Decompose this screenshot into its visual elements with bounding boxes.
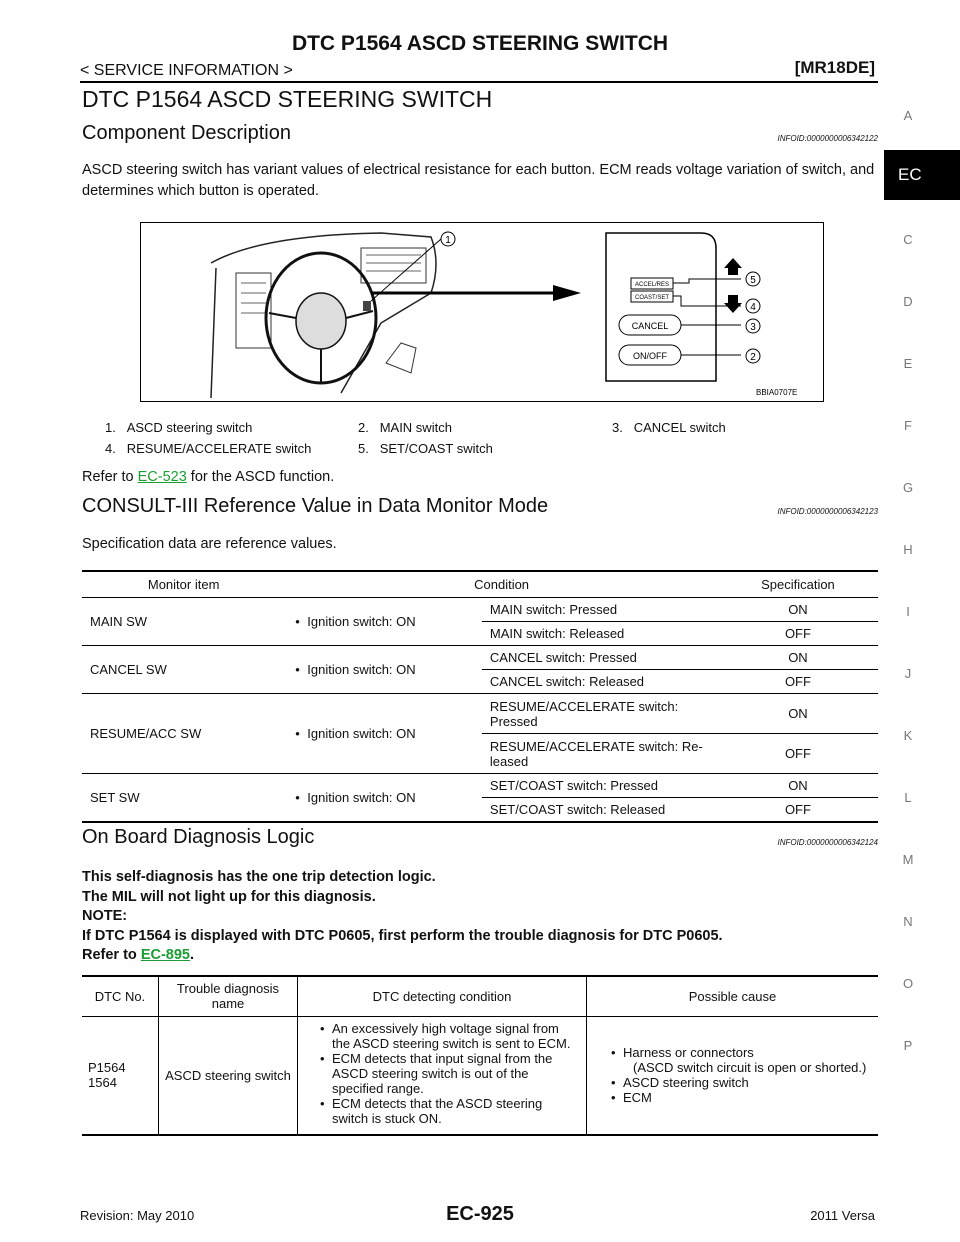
table-row: RESUME/ACC SW [82, 694, 285, 774]
cancel-label: CANCEL [631, 321, 669, 331]
table-cell: RESUME/ACCELERATE switch: Re-leased [482, 734, 718, 774]
table-cell: OFF [718, 670, 878, 694]
table-cell: • Ignition switch: ON [307, 662, 474, 677]
table-cell: RESUME/ACCELERATE switch: Pressed [482, 694, 718, 734]
callout-5: 5 [750, 275, 756, 286]
section-letter[interactable]: F [904, 418, 912, 433]
cause-item: • ASCD steering switch [623, 1075, 872, 1090]
table-cell: CANCEL switch: Released [482, 670, 718, 694]
cause-item: • Harness or connectors (ASCD switch circuit is open or shorted.) [623, 1045, 872, 1075]
edition: 2011 Versa [810, 1208, 875, 1223]
page-number: EC-925 [446, 1203, 514, 1225]
section-letter[interactable]: P [903, 1038, 913, 1053]
dtc-number: P1564 1564 [82, 1016, 159, 1135]
legend-item: 4. RESUME/ACCELERATE switch [105, 441, 312, 456]
legend-item: 3. CANCEL switch [612, 420, 726, 435]
coast-set-label: COAST/SET [634, 295, 670, 301]
section-letter[interactable]: G [902, 480, 914, 495]
steering-illustration [141, 223, 823, 400]
consult-intro: Specification data are reference values. [82, 536, 337, 552]
table-cell: MAIN switch: Released [482, 622, 718, 646]
engine-model: [MR18DE] [794, 58, 875, 77]
table-cell: SET/COAST switch: Released [482, 798, 718, 822]
header-title: DTC P1564 ASCD STEERING SWITCH [291, 32, 669, 55]
table-cell: • Ignition switch: ON [307, 790, 474, 805]
table-cell: OFF [718, 798, 878, 822]
accel-res-label: ACCEL/RES [634, 282, 670, 288]
section-letter[interactable]: A [903, 108, 913, 123]
col-monitor-item: Monitor item [82, 571, 285, 598]
table-row: CANCEL SW [82, 646, 285, 694]
table-cell: OFF [718, 734, 878, 774]
section-letter[interactable]: H [903, 542, 913, 557]
condition-item: • ECM detects that the ASCD steering switch is stuck ON. [332, 1096, 580, 1126]
legend-item: 1. ASCD steering switch [105, 420, 253, 435]
table-cell: OFF [718, 622, 878, 646]
up-arrow-icon [724, 258, 742, 275]
table-row: MAIN SW [82, 598, 285, 646]
component-infoid: INFOID:0000000006342122 [777, 134, 878, 143]
revision-date: Revision: May 2010 [80, 1208, 195, 1223]
switch-figure [140, 222, 824, 402]
table-cell: • Ignition switch: ON [307, 614, 474, 629]
col-diag-name: Trouble diagnosis name [159, 976, 298, 1016]
section-letter[interactable]: K [903, 728, 913, 743]
callout-4: 4 [750, 302, 756, 313]
diag-name: ASCD steering switch [159, 1016, 298, 1135]
section-letter[interactable]: D [903, 294, 913, 309]
table-cell: ON [718, 598, 878, 622]
section-letter[interactable]: E [903, 356, 913, 371]
consult-table [82, 570, 878, 823]
table-cell: • Ignition switch: ON [307, 726, 474, 741]
detecting-conditions [298, 1016, 587, 1135]
header-rule [80, 81, 878, 83]
col-dtc-no: DTC No. [82, 976, 159, 1016]
section-letter[interactable]: O [902, 976, 914, 991]
table-row: SET SW [82, 774, 285, 822]
section-label: < SERVICE INFORMATION > [80, 62, 293, 79]
section-letter[interactable]: I [906, 604, 910, 619]
callout-3: 3 [750, 322, 756, 333]
cause-item: • ECM [623, 1090, 872, 1105]
refer-ascd: Refer to EC-523 for the ASCD function. [82, 469, 335, 485]
figure-code: BBIA0707E [756, 388, 798, 397]
condition-item: • ECM detects that input signal from the ASCD steering switch is out of the specified range. [332, 1051, 580, 1096]
obd-heading: On Board Diagnosis Logic [82, 826, 315, 848]
ec-895-link[interactable]: EC-895 [140, 947, 190, 963]
legend-item: 5. SET/COAST switch [358, 441, 493, 456]
down-arrow-icon [724, 295, 742, 313]
page-title: DTC P1564 ASCD STEERING SWITCH [82, 86, 493, 112]
legend-item: 2. MAIN switch [358, 420, 452, 435]
table-cell: ON [718, 774, 878, 798]
section-letter[interactable]: C [903, 232, 913, 247]
section-letter[interactable]: L [904, 790, 912, 805]
callout-2: 2 [750, 352, 756, 363]
table-cell: SET/COAST switch: Pressed [482, 774, 718, 798]
ec-tab[interactable]: EC [884, 150, 960, 200]
obd-infoid: INFOID:0000000006342124 [777, 838, 878, 847]
on-off-label: ON/OFF [633, 351, 667, 361]
col-condition: Condition [285, 571, 718, 598]
table-cell: ON [718, 646, 878, 670]
section-letter[interactable]: J [904, 666, 912, 681]
component-heading: Component Description [82, 122, 291, 144]
section-letter[interactable]: N [903, 914, 913, 929]
consult-heading: CONSULT-III Reference Value in Data Monitor Mode [82, 495, 549, 517]
table-cell: MAIN switch: Pressed [482, 598, 718, 622]
callout-1: 1 [445, 235, 451, 246]
col-detecting-condition: DTC detecting condition [298, 976, 587, 1016]
dtc-table [82, 975, 878, 1136]
table-cell: CANCEL switch: Pressed [482, 646, 718, 670]
consult-infoid: INFOID:0000000006342123 [777, 507, 878, 516]
component-text: ASCD steering switch has variant values of electrical resistance for each button. ECM reads voltage variation of switch, and determines which button is operated. [82, 162, 875, 199]
table-cell: ON [718, 694, 878, 734]
section-letter[interactable]: M [902, 852, 914, 867]
obd-notes: This self-diagnosis has the one trip detection logic. The MIL will not light up for this diagnosis. NOTE: If DTC P1564 is displayed with DTC P0605, first perform the trouble diagnosis for DTC P0605. Refer to EC-895. [82, 869, 723, 963]
col-specification: Specification [718, 571, 878, 598]
ec-523-link[interactable]: EC-523 [137, 469, 187, 485]
condition-item: • An excessively high voltage signal from the ASCD steering switch is sent to ECM. [332, 1021, 580, 1051]
col-possible-cause: Possible cause [587, 976, 879, 1016]
possible-causes [587, 1016, 879, 1135]
